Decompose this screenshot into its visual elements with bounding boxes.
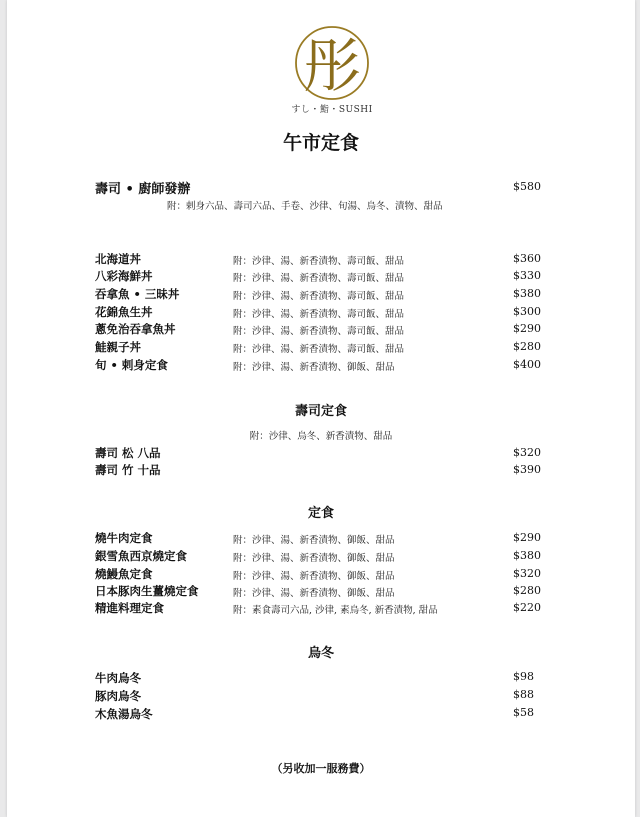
set-meal-sides: 附：沙律、湯、新香漬物、御飯、甜品 xyxy=(233,588,395,599)
set-meal-sides: 附：沙律、湯、新香漬物、御飯、甜品 xyxy=(233,535,395,546)
rice-bowl-sides: 附：沙律、湯、新香漬物、壽司飯、甜品 xyxy=(233,291,405,302)
page-title: 午市定食 xyxy=(282,132,359,154)
set-meal-name: 燒鰻魚定食 xyxy=(95,567,153,581)
udon-price: $58 xyxy=(513,706,534,719)
sushi-set-name: 壽司 松 八品 xyxy=(95,446,161,460)
udon-section-title: 烏冬 xyxy=(307,646,334,661)
rice-bowl-sides: 附：沙律、湯、新香漬物、壽司飯、甜品 xyxy=(233,256,405,267)
set-meal-sides: 附：沙律、湯、新香漬物、御飯、甜品 xyxy=(233,553,395,564)
rice-bowl-price: $300 xyxy=(513,305,541,318)
set-meal-name: 銀雪魚西京燒定食 xyxy=(95,549,187,563)
set-meal-name: 精進料理定食 xyxy=(95,601,164,615)
rice-bowl-price: $380 xyxy=(513,287,541,300)
set-meal-name: 日本豚肉生薑燒定食 xyxy=(95,584,199,598)
set-meal-name: 燒牛肉定食 xyxy=(95,531,153,545)
rice-bowl-name: 吞拿魚 • 三昧丼 xyxy=(95,287,180,301)
udon-price: $88 xyxy=(513,688,534,701)
rice-bowl-name: 花錦魚生丼 xyxy=(95,305,153,319)
rice-bowl-price: $280 xyxy=(513,340,541,353)
rice-bowl-price: $360 xyxy=(513,252,541,265)
restaurant-logo xyxy=(291,24,373,102)
udon-name: 豚肉烏冬 xyxy=(95,689,141,703)
sushi-set-sides: 附：沙律、烏冬、新香漬物、甜品 xyxy=(249,431,393,442)
set-meal-sides: 附：沙律、湯、新香漬物、御飯、甜品 xyxy=(233,571,395,582)
rice-bowl-name: 蔥免治吞拿魚丼 xyxy=(95,322,176,336)
sushi-set-price: $320 xyxy=(513,446,541,459)
featured-item-name: 壽司 • 廚師發辦 xyxy=(95,182,191,197)
rice-bowl-name: 鮭親子丼 xyxy=(95,340,141,354)
rice-bowl-name: 旬 • 剌身定食 xyxy=(95,358,168,372)
udon-name: 木魚湯烏冬 xyxy=(95,707,153,721)
rice-bowl-price: $330 xyxy=(513,269,541,282)
set-meal-price: $320 xyxy=(513,567,541,580)
rice-bowl-price: $290 xyxy=(513,322,541,335)
logo-caption: すし・鮨・SUSHI xyxy=(291,105,373,115)
rice-bowl-name: 八彩海鮮丼 xyxy=(95,269,153,283)
set-meal-price: $380 xyxy=(513,549,541,562)
sushi-set-section-title: 壽司定食 xyxy=(294,404,347,419)
rice-bowl-name: 北海道丼 xyxy=(95,252,141,266)
featured-item-sides: 附：剌身六品、壽司六品、手卷、沙律、旬湯、烏冬、漬物、甜品 xyxy=(167,201,443,212)
featured-item-price: $580 xyxy=(513,180,541,193)
set-meal-sides: 附：素食壽司六品, 沙律, 素烏冬, 新香漬物, 甜品 xyxy=(233,605,438,616)
menu-page xyxy=(7,0,635,817)
rice-bowl-sides: 附：沙律、湯、新香漬物、御飯、甜品 xyxy=(233,362,395,373)
set-meal-price: $290 xyxy=(513,531,541,544)
udon-price: $98 xyxy=(513,670,534,683)
sushi-set-name: 壽司 竹 十品 xyxy=(95,463,161,477)
sushi-set-price: $390 xyxy=(513,463,541,476)
rice-bowl-sides: 附：沙律、湯、新香漬物、壽司飯、甜品 xyxy=(233,326,405,337)
rice-bowl-sides: 附：沙律、湯、新香漬物、壽司飯、甜品 xyxy=(233,344,405,355)
udon-name: 牛肉烏冬 xyxy=(95,671,141,685)
rice-bowl-sides: 附：沙律、湯、新香漬物、壽司飯、甜品 xyxy=(233,309,405,320)
set-meals-section-title: 定食 xyxy=(307,506,334,521)
rice-bowl-price: $400 xyxy=(513,358,541,371)
set-meal-price: $280 xyxy=(513,584,541,597)
service-charge-note: （另收加一服務費） xyxy=(271,762,371,775)
set-meal-price: $220 xyxy=(513,601,541,614)
svg-text:彤: 彤 xyxy=(302,32,362,100)
rice-bowl-sides: 附：沙律、湯、新香漬物、壽司飯、甜品 xyxy=(233,273,405,284)
